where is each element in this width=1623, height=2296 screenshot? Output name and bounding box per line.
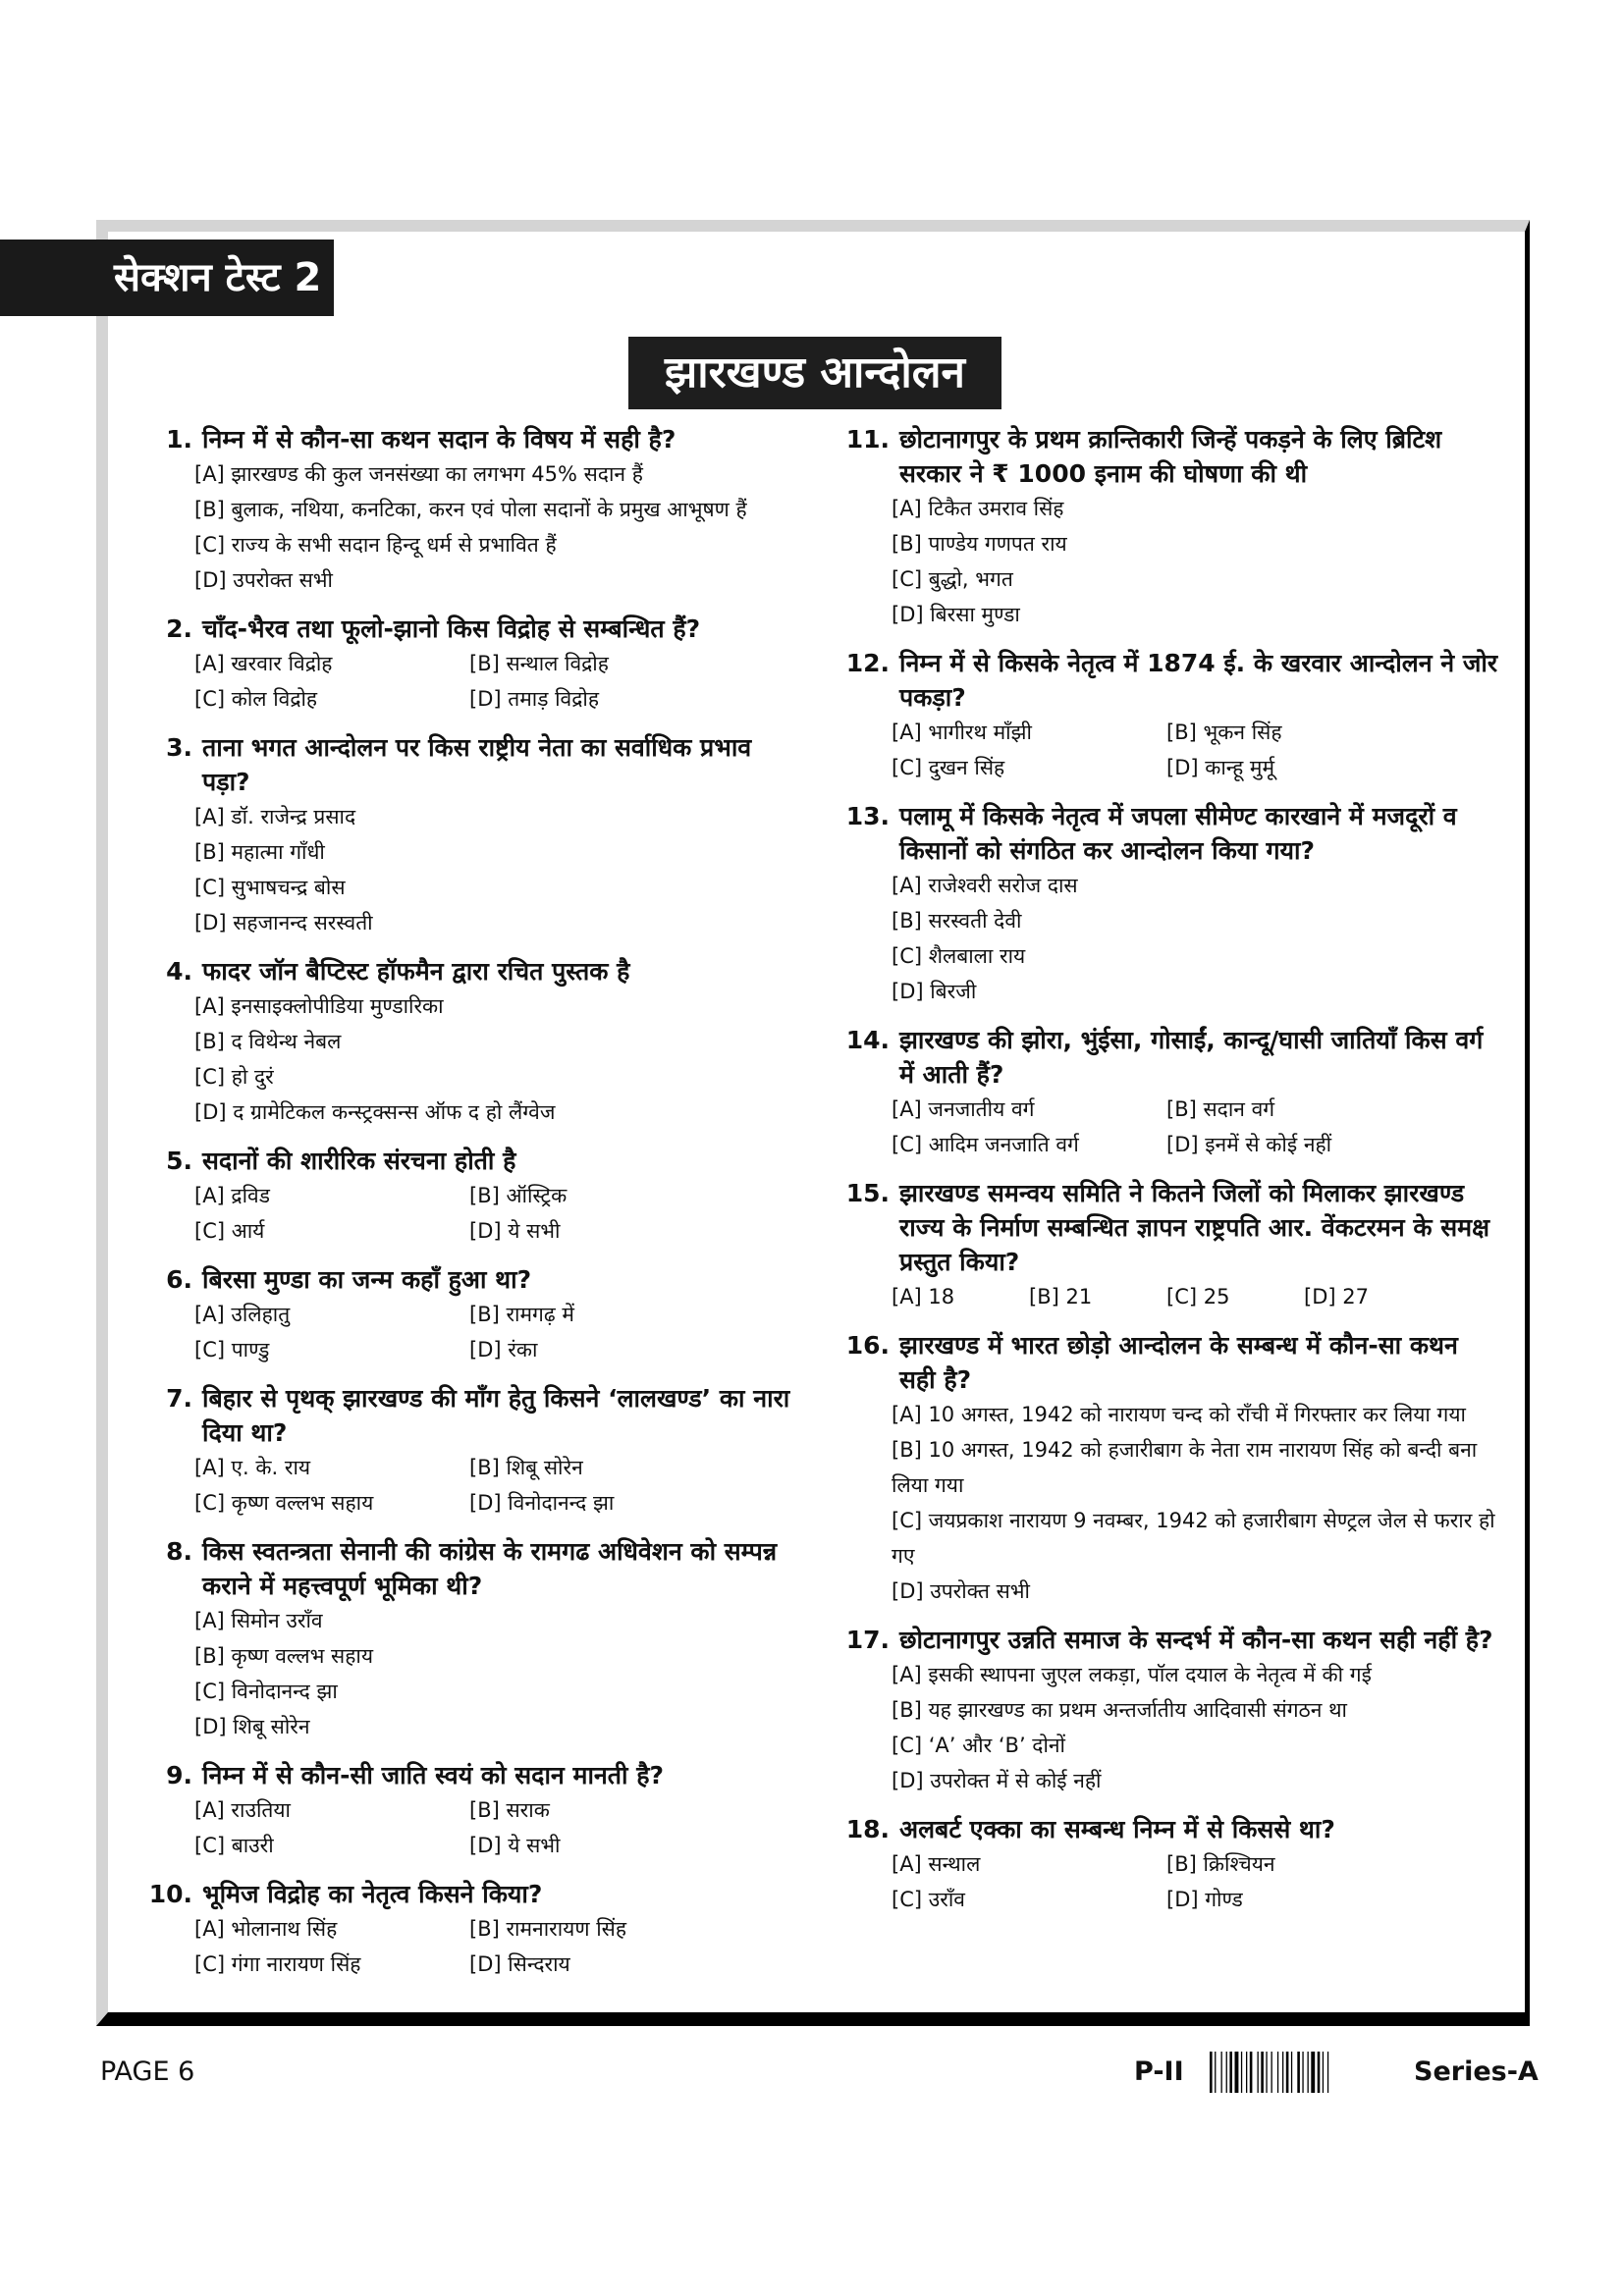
options bbox=[892, 1279, 1502, 1314]
option: [D] रंका bbox=[469, 1338, 538, 1362]
option: [A] सिमोन उराँव bbox=[194, 1609, 323, 1632]
question bbox=[137, 954, 805, 1130]
option: [C] ‘A’ और ‘B’ दोनों bbox=[892, 1734, 1065, 1757]
option: [C] कृष्ण वल्लभ सहाय bbox=[194, 1491, 374, 1515]
option-row bbox=[194, 1947, 805, 1982]
question-number: 16. bbox=[845, 1331, 890, 1360]
question-text: भूमिज विद्रोह का नेतृत्व किसने किया? bbox=[202, 1880, 543, 1908]
option: [A] उलिहातु bbox=[194, 1303, 291, 1326]
option: [C] आर्य bbox=[194, 1219, 265, 1243]
option: [A] टिकैत उमराव सिंह bbox=[892, 497, 1064, 520]
option: [A] इनसाइक्लोपीडिया मुण्डारिका bbox=[194, 994, 444, 1018]
question bbox=[137, 422, 805, 598]
barcode-bar bbox=[1241, 2052, 1242, 2093]
question-number: 18. bbox=[845, 1815, 890, 1843]
barcode-bar bbox=[1221, 2052, 1222, 2093]
option: [C] हो दुरं bbox=[194, 1065, 274, 1089]
question-number: 6. bbox=[166, 1265, 192, 1294]
option: [D] सहजानन्द सरस्वती bbox=[194, 911, 373, 934]
barcode-bar bbox=[1323, 2052, 1324, 2093]
options bbox=[194, 1297, 805, 1367]
question-number: 1. bbox=[166, 425, 192, 454]
question-number: 14. bbox=[845, 1026, 890, 1054]
question-stem bbox=[137, 1262, 805, 1297]
options bbox=[194, 1450, 805, 1521]
question-text: बिहार से पृथक् झारखण्ड की माँग हेतु किसने ‘लालखण्ड’ का नारा दिया था? bbox=[202, 1384, 790, 1447]
option: [C] आदिम जनजाति वर्ग bbox=[892, 1133, 1079, 1156]
question bbox=[835, 799, 1502, 1009]
option: [B] शिबू सोरेन bbox=[469, 1456, 583, 1479]
option-row bbox=[194, 1828, 805, 1863]
question bbox=[137, 730, 805, 940]
option: [D] गोण्ड bbox=[1166, 1888, 1243, 1911]
question-stem bbox=[137, 1534, 805, 1603]
barcode-bar bbox=[1282, 2052, 1283, 2093]
question-stem bbox=[835, 422, 1502, 491]
option: [B] सराक bbox=[469, 1798, 550, 1822]
question bbox=[835, 1623, 1502, 1798]
option: [C] बुद्धो, भगत bbox=[892, 567, 1013, 591]
option: [A] 10 अगस्त, 1942 को नारायण चन्द को राँची में गिरफ्तार कर लिया गया bbox=[892, 1403, 1466, 1426]
barcode-bar bbox=[1226, 2052, 1227, 2093]
option: [D] सिन्दराय bbox=[469, 1952, 570, 1976]
barcode bbox=[1210, 2052, 1396, 2093]
barcode-bar bbox=[1291, 2052, 1292, 2093]
question-text: निम्न में से किसके नेतृत्व में 1874 ई. के खरवार आन्दोलन ने जोर पकड़ा? bbox=[899, 649, 1498, 712]
question-number: 17. bbox=[845, 1626, 890, 1654]
option: [A] ए. के. राय bbox=[194, 1456, 311, 1479]
options bbox=[892, 1846, 1502, 1917]
option: [C] दुखन सिंह bbox=[892, 756, 1005, 779]
barcode-bar bbox=[1235, 2052, 1239, 2093]
option-row bbox=[892, 1092, 1502, 1127]
option: [C] पाण्डु bbox=[194, 1338, 270, 1362]
question-stem bbox=[835, 646, 1502, 715]
question-number: 13. bbox=[845, 802, 890, 830]
question-number: 11. bbox=[845, 425, 890, 454]
question-stem bbox=[835, 1328, 1502, 1397]
barcode-bar bbox=[1327, 2052, 1328, 2093]
option-row bbox=[892, 1882, 1502, 1917]
option: [D] 27 bbox=[1304, 1285, 1369, 1308]
barcode-bar bbox=[1271, 2052, 1272, 2093]
option: [B] 21 bbox=[1029, 1285, 1093, 1308]
barcode-bar bbox=[1318, 2052, 1321, 2093]
option: [B] 10 अगस्त, 1942 को हजारीबाग के नेता राम नारायण सिंह को बन्दी बना लिया गया bbox=[892, 1438, 1478, 1497]
option: [D] इनमें से कोई नहीं bbox=[1166, 1133, 1332, 1156]
option: [A] भोलानाथ सिंह bbox=[194, 1917, 338, 1941]
option-row bbox=[194, 1485, 805, 1521]
options bbox=[892, 1657, 1502, 1798]
option: [B] सदान वर्ग bbox=[1166, 1097, 1275, 1121]
option: [D] बिरजी bbox=[892, 980, 977, 1003]
question-stem bbox=[137, 954, 805, 988]
option: [B] यह झारखण्ड का प्रथम अन्तर्जातीय आदिवासी संगठन था bbox=[892, 1698, 1347, 1722]
option: [B] सरस्वती देवी bbox=[892, 909, 1022, 933]
options bbox=[892, 868, 1502, 1009]
options bbox=[892, 1397, 1502, 1609]
barcode-bar bbox=[1302, 2052, 1303, 2093]
question bbox=[137, 612, 805, 717]
question bbox=[137, 1534, 805, 1744]
options bbox=[194, 799, 805, 940]
barcode-bar bbox=[1246, 2052, 1247, 2093]
options bbox=[194, 646, 805, 717]
question bbox=[835, 422, 1502, 632]
question-stem bbox=[137, 1144, 805, 1178]
option-row bbox=[194, 1450, 805, 1485]
barcode-bar bbox=[1311, 2052, 1315, 2093]
option: [D] द ग्रामेटिकल कन्स्ट्रक्सन्स ऑफ द हो लैंग्वेज bbox=[194, 1100, 556, 1124]
question-stem bbox=[835, 1812, 1502, 1846]
option: [A] डॉ. राजेन्द्र प्रसाद bbox=[194, 805, 356, 828]
chapter-heading: झारखण्ड आन्दोलन bbox=[628, 337, 1001, 409]
option: [A] राजेश्वरी सरोज दास bbox=[892, 874, 1078, 897]
question-text: चाँद-भैरव तथा फूलो-झानो किस विद्रोह से सम्बन्धित हैं? bbox=[202, 614, 701, 643]
options bbox=[892, 491, 1502, 632]
option: [C] विनोदानन्द झा bbox=[194, 1680, 338, 1703]
option: [D] ये सभी bbox=[469, 1834, 561, 1857]
left-column bbox=[137, 422, 805, 1996]
question-text: अलबर्ट एक्का का सम्बन्ध निम्न में से किससे था? bbox=[899, 1815, 1335, 1843]
question-stem bbox=[835, 1623, 1502, 1657]
question-stem bbox=[137, 612, 805, 646]
question bbox=[835, 1328, 1502, 1609]
option: [B] कृष्ण वल्लभ सहाय bbox=[194, 1644, 374, 1668]
option: [B] रामनारायण सिंह bbox=[469, 1917, 626, 1941]
barcode-bar bbox=[1210, 2052, 1213, 2093]
section-tab: सेक्शन टेस्ट 2 bbox=[0, 240, 334, 316]
question-text: पलामू में किसके नेतृत्व में जपला सीमेण्ट कारखाने में मजदूरों व किसानों को संगठित कर आन्दोलन किया गया? bbox=[899, 802, 1457, 865]
question-text: सदानों की शारीरिक संरचना होती है bbox=[202, 1147, 516, 1175]
option: [B] भूकन सिंह bbox=[1166, 721, 1282, 744]
option: [D] कान्हू मुर्मू bbox=[1166, 756, 1275, 779]
option: [C] उराँव bbox=[892, 1888, 965, 1911]
question-number: 9. bbox=[166, 1761, 192, 1789]
question-number: 4. bbox=[166, 957, 192, 986]
question bbox=[137, 1262, 805, 1367]
option: [A] इसकी स्थापना जुएल लकड़ा, पॉल दयाल के नेतृत्व में की गई bbox=[892, 1663, 1372, 1686]
option: [A] सन्थाल bbox=[892, 1852, 981, 1876]
question-text: निम्न में से कौन-सा कथन सदान के विषय में सही है? bbox=[202, 425, 676, 454]
question-number: 8. bbox=[166, 1537, 192, 1566]
option-row bbox=[194, 1178, 805, 1213]
question-number: 12. bbox=[845, 649, 890, 677]
question-stem bbox=[137, 730, 805, 799]
paper-code: P-II bbox=[1134, 2056, 1184, 2087]
option: [A] झारखण्ड की कुल जनसंख्या का लगभग 45% सदान हैं bbox=[194, 462, 643, 486]
question-number: 2. bbox=[166, 614, 192, 643]
option-row bbox=[892, 1846, 1502, 1882]
options bbox=[194, 456, 805, 598]
options bbox=[194, 1178, 805, 1249]
option: [D] विनोदानन्द झा bbox=[469, 1491, 615, 1515]
options bbox=[892, 1092, 1502, 1162]
barcode-bar bbox=[1258, 2052, 1259, 2093]
option-row bbox=[194, 1792, 805, 1828]
question-number: 10. bbox=[148, 1880, 192, 1908]
question-text: छोटानागपुर उन्नति समाज के सन्दर्भ में कौन-सा कथन सही नहीं है? bbox=[899, 1626, 1493, 1654]
barcode-bar bbox=[1261, 2052, 1264, 2093]
question-stem bbox=[137, 1758, 805, 1792]
option-row bbox=[892, 1279, 1502, 1314]
option: [C] बाउरी bbox=[194, 1834, 274, 1857]
question bbox=[137, 1144, 805, 1249]
question-stem bbox=[137, 422, 805, 456]
options bbox=[892, 715, 1502, 785]
question-number: 7. bbox=[166, 1384, 192, 1413]
option: [B] क्रिश्चियन bbox=[1166, 1852, 1275, 1876]
option-row bbox=[194, 1297, 805, 1332]
option-row bbox=[194, 646, 805, 681]
barcode-bar bbox=[1308, 2052, 1309, 2093]
question-text: छोटानागपुर के प्रथम क्रान्तिकारी जिन्हें पकड़ने के लिए ब्रिटिश सरकार ने ₹ 1000 इनाम की घोषणा की थी bbox=[899, 425, 1442, 488]
barcode-bar bbox=[1297, 2052, 1300, 2093]
options bbox=[194, 1603, 805, 1744]
barcode-bar bbox=[1277, 2052, 1278, 2093]
question-stem bbox=[137, 1877, 805, 1911]
question-number: 5. bbox=[166, 1147, 192, 1175]
option-row bbox=[892, 750, 1502, 785]
series-label: Series-A bbox=[1414, 2056, 1539, 2087]
option: [A] जनजातीय वर्ग bbox=[892, 1097, 1035, 1121]
option: [A] भागीरथ माँझी bbox=[892, 721, 1032, 744]
option-row bbox=[194, 1911, 805, 1947]
question bbox=[137, 1381, 805, 1521]
question bbox=[835, 1176, 1502, 1314]
option: [D] उपरोक्त में से कोई नहीं bbox=[892, 1769, 1102, 1792]
option-row bbox=[194, 1332, 805, 1367]
options bbox=[194, 1792, 805, 1863]
question-text: फादर जॉन बैप्टिस्ट हॉफमैन द्वारा रचित पुस्तक है bbox=[202, 957, 630, 986]
option: [D] उपरोक्त सभी bbox=[194, 568, 333, 592]
option: [B] पाण्डेय गणपत राय bbox=[892, 532, 1067, 556]
barcode-bar bbox=[1215, 2052, 1216, 2093]
option: [D] तमाड़ विद्रोह bbox=[469, 687, 599, 711]
option: [A] राउतिया bbox=[194, 1798, 291, 1822]
question-text: बिरसा मुण्डा का जन्म कहाँ हुआ था? bbox=[202, 1265, 532, 1294]
option: [A] खरवार विद्रोह bbox=[194, 652, 333, 675]
option: [B] ऑस्ट्रिक bbox=[469, 1184, 568, 1207]
question-text: किस स्वतन्त्रता सेनानी की कांग्रेस के रामगढ अधिवेशन को सम्पन्न कराने में महत्त्वपूर्ण भूमिका थी? bbox=[202, 1537, 778, 1600]
page-number: PAGE 6 bbox=[100, 2056, 195, 2087]
option-row bbox=[194, 681, 805, 717]
question-number: 3. bbox=[166, 733, 192, 762]
option: [B] सन्थाल विद्रोह bbox=[469, 652, 609, 675]
option: [B] रामगढ़ में bbox=[469, 1303, 574, 1326]
option: [A] द्रविड bbox=[194, 1184, 270, 1207]
options bbox=[194, 1911, 805, 1982]
option: [A] 18 bbox=[892, 1285, 955, 1308]
barcode-bar bbox=[1286, 2052, 1289, 2093]
question bbox=[835, 646, 1502, 785]
option: [C] कोल विद्रोह bbox=[194, 687, 318, 711]
question-text: झारखण्ड में भारत छोड़ो आन्दोलन के सम्बन्ध में कौन-सा कथन सही है? bbox=[899, 1331, 1458, 1394]
barcode-bar bbox=[1250, 2052, 1253, 2093]
question bbox=[835, 1812, 1502, 1917]
option: [B] बुलाक, नथिया, कनटिका, करन एवं पोला सदानों के प्रमुख आभूषण हैं bbox=[194, 498, 747, 521]
option: [D] ये सभी bbox=[469, 1219, 561, 1243]
option: [D] शिबू सोरेन bbox=[194, 1715, 310, 1738]
question-stem bbox=[835, 799, 1502, 868]
options bbox=[194, 988, 805, 1130]
question bbox=[137, 1877, 805, 1982]
option: [D] बिरसा मुण्डा bbox=[892, 603, 1020, 626]
option: [B] द विथेन्थ नेबल bbox=[194, 1030, 342, 1053]
question-text: ताना भगत आन्दोलन पर किस राष्ट्रीय नेता का सर्वाधिक प्रभाव पड़ा? bbox=[202, 733, 752, 796]
question-stem bbox=[835, 1176, 1502, 1279]
option: [C] 25 bbox=[1166, 1285, 1230, 1308]
option: [C] गंगा नारायण सिंह bbox=[194, 1952, 361, 1976]
option: [C] जयप्रकाश नारायण 9 नवम्बर, 1942 को हजारीबाग सेण्ट्रल जेल से फरार हो गए bbox=[892, 1509, 1495, 1568]
option: [B] महात्मा गाँधी bbox=[194, 840, 325, 864]
option: [C] राज्य के सभी सदान हिन्दू धर्म से प्रभावित हैं bbox=[194, 533, 557, 557]
question bbox=[137, 1758, 805, 1863]
right-column bbox=[835, 422, 1502, 1931]
question-text: निम्न में से कौन-सी जाति स्वयं को सदान मानती है? bbox=[202, 1761, 665, 1789]
barcode-bar bbox=[1229, 2052, 1232, 2093]
question-text: झारखण्ड की झोरा, भुंईसा, गोसाईं, कान्दू/घासी जातियाँ किस वर्ग में आती हैं? bbox=[899, 1026, 1484, 1089]
question-number: 15. bbox=[845, 1179, 890, 1207]
option: [D] उपरोक्त सभी bbox=[892, 1579, 1030, 1603]
question bbox=[835, 1023, 1502, 1162]
question-stem bbox=[835, 1023, 1502, 1092]
question-text: झारखण्ड समन्वय समिति ने कितने जिलों को मिलाकर झारखण्ड राज्य के निर्माण सम्बन्धित ज्ञापन राष्ट्रपति आर. वेंकटरमन के समक्ष प्रस्तुत किया? bbox=[899, 1179, 1490, 1276]
option-row bbox=[892, 715, 1502, 750]
option-row bbox=[194, 1213, 805, 1249]
option-row bbox=[892, 1127, 1502, 1162]
question-stem bbox=[137, 1381, 805, 1450]
barcode-bar bbox=[1266, 2052, 1267, 2093]
option: [C] शैलबाला राय bbox=[892, 944, 1026, 968]
option: [C] सुभाषचन्द्र बोस bbox=[194, 876, 346, 899]
